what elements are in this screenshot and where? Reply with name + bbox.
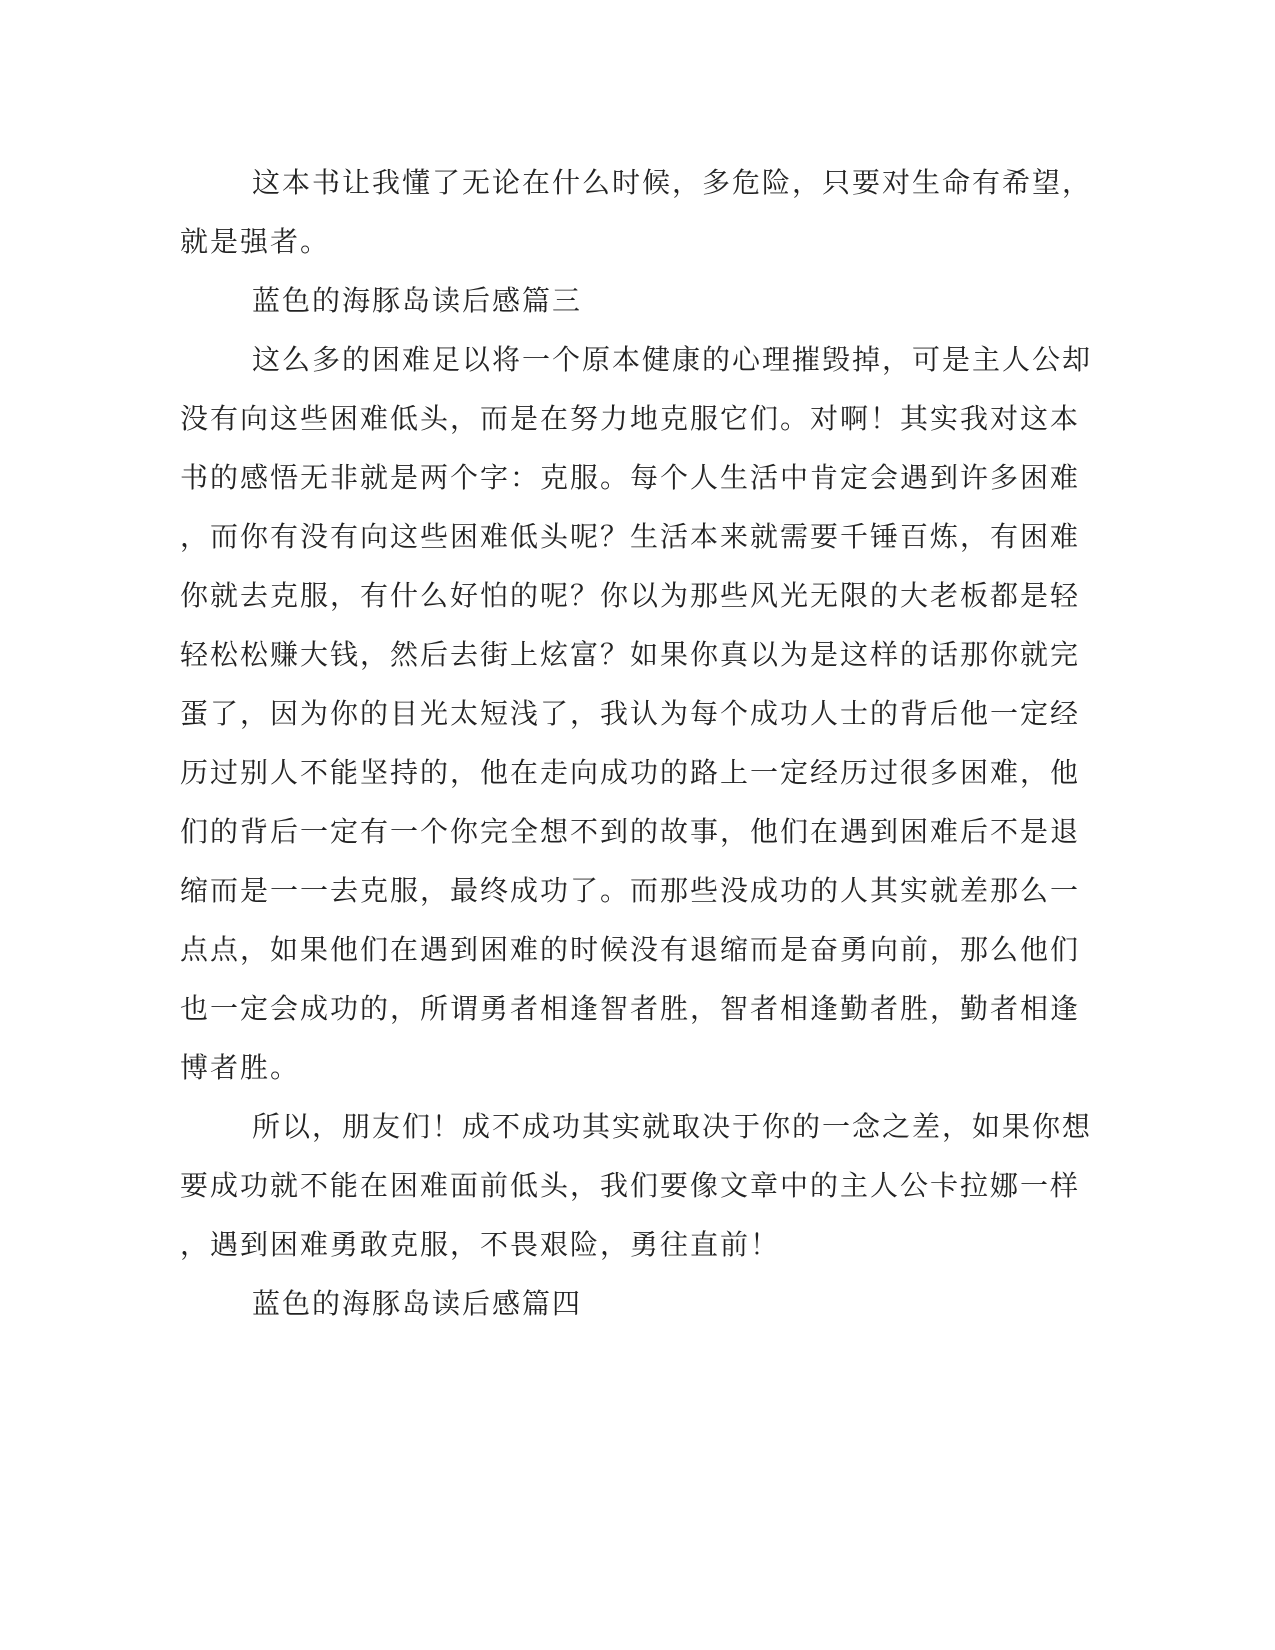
paragraph-line: 历过别人不能坚持的，他在走向成功的路上一定经历过很多困难，他 bbox=[180, 756, 1081, 789]
paragraph-line: 们的背后一定有一个你完全想不到的故事，他们在遇到困难后不是退 bbox=[180, 815, 1081, 848]
paragraph-line: ，遇到困难勇敢克服，不畏艰险，勇往直前！ bbox=[180, 1228, 781, 1261]
paragraph-line: 也一定会成功的，所谓勇者相逢智者胜，智者相逢勤者胜，勤者相逢 bbox=[180, 992, 1081, 1025]
paragraph-line: ，而你有没有向这些困难低头呢？生活本来就需要千锤百炼，有困难 bbox=[180, 520, 1081, 553]
paragraph-line: 轻松松赚大钱，然后去街上炫富？如果你真以为是这样的话那你就完 bbox=[180, 638, 1081, 671]
paragraph-line: 蛋了，因为你的目光太短浅了，我认为每个成功人士的背后他一定经 bbox=[180, 697, 1081, 730]
paragraph-line: 这么多的困难足以将一个原本健康的心理摧毁掉，可是主人公却 bbox=[252, 343, 1093, 376]
section-heading: 蓝色的海豚岛读后感篇四 bbox=[252, 1287, 583, 1320]
paragraph-line: 所以，朋友们！成不成功其实就取决于你的一念之差，如果你想 bbox=[252, 1110, 1093, 1143]
section-heading: 蓝色的海豚岛读后感篇三 bbox=[252, 284, 583, 317]
paragraph-line: 要成功就不能在困难面前低头，我们要像文章中的主人公卡拉娜一样 bbox=[180, 1169, 1081, 1202]
paragraph-line: 这本书让我懂了无论在什么时候，多危险，只要对生命有希望， bbox=[252, 166, 1093, 199]
paragraph-line: 缩而是一一去克服，最终成功了。而那些没成功的人其实就差那么一 bbox=[180, 874, 1081, 907]
paragraph-line: 博者胜。 bbox=[180, 1051, 301, 1084]
paragraph-line: 就是强者。 bbox=[180, 225, 331, 258]
paragraph-line: 书的感悟无非就是两个字：克服。每个人生活中肯定会遇到许多困难 bbox=[180, 461, 1081, 494]
paragraph-line: 你就去克服，有什么好怕的呢？你以为那些风光无限的大老板都是轻 bbox=[180, 579, 1081, 612]
paragraph-line: 没有向这些困难低头，而是在努力地克服它们。对啊！其实我对这本 bbox=[180, 402, 1081, 435]
paragraph-line: 点点，如果他们在遇到困难的时候没有退缩而是奋勇向前，那么他们 bbox=[180, 933, 1081, 966]
